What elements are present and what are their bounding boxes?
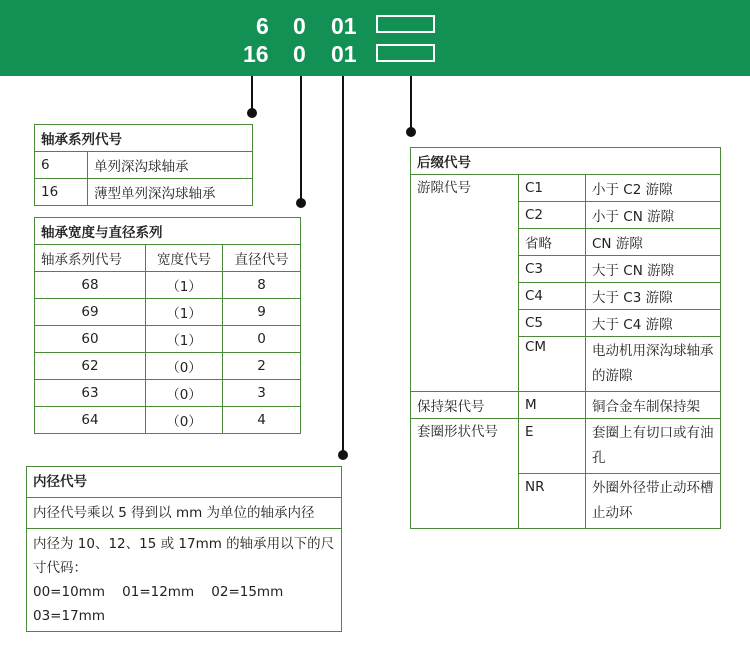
cell: 0 <box>223 326 301 353</box>
series-connector-dot <box>247 108 257 118</box>
table-row <box>35 380 301 407</box>
suffix-desc: 大于 C3 游隙 <box>586 283 721 310</box>
cell: （0） <box>146 380 223 407</box>
suffix-group-cage: 保持架代号 <box>411 392 519 419</box>
bore-box-title: 内径代号 <box>33 474 87 490</box>
cell: 4 <box>223 407 301 434</box>
cell: 9 <box>223 299 301 326</box>
suffix-code: C3 <box>519 256 586 283</box>
suffix-desc: 铜合金车制保持架 <box>586 392 721 419</box>
series-table-title: 轴承系列代号 <box>35 125 253 152</box>
suffix-code: 省略 <box>519 229 586 256</box>
bore-connector-dot <box>338 450 348 460</box>
cell: 3 <box>223 380 301 407</box>
suffix-table-title: 后缀代号 <box>411 148 721 175</box>
suffix-code: C2 <box>519 202 586 229</box>
column-header: 直径代号 <box>223 245 301 272</box>
cell: 63 <box>35 380 146 407</box>
bore-box-rule: 内径代号乘以 5 得到以 mm 为单位的轴承内径 <box>27 497 341 528</box>
suffix-desc: 小于 CN 游隙 <box>586 202 721 229</box>
bore-box-special-intro: 内径为 10、12、15 或 17mm 的轴承用以下的尺寸代码： <box>33 536 335 576</box>
table-header-row <box>35 245 301 272</box>
cell: （1） <box>146 299 223 326</box>
series-code-2: 16 <box>243 41 269 67</box>
column-header: 宽度代号 <box>146 245 223 272</box>
width-table-title: 轴承宽度与直径系列 <box>35 218 301 245</box>
width-connector-dot <box>296 198 306 208</box>
suffix-desc: 大于 CN 游隙 <box>586 256 721 283</box>
series-desc: 薄型单列深沟球轴承 <box>88 179 253 206</box>
bore-code-box <box>26 466 342 632</box>
suffix-connector <box>410 76 412 132</box>
cell: （0） <box>146 407 223 434</box>
suffix-group-clearance: 游隙代号 <box>411 175 519 392</box>
series-desc: 单列深沟球轴承 <box>88 152 253 179</box>
series-table <box>34 124 253 206</box>
cell: （1） <box>146 272 223 299</box>
table-row <box>35 152 253 179</box>
suffix-desc: 外圈外径带止动环槽止动环 <box>586 474 721 529</box>
cell: 62 <box>35 353 146 380</box>
series-connector <box>251 76 253 112</box>
series-code-1: 6 <box>256 13 269 39</box>
bore-code-2: 01 <box>331 41 357 67</box>
bore-box-special <box>27 528 341 631</box>
table-row <box>411 419 721 474</box>
suffix-placeholder-2 <box>376 44 435 62</box>
table-row <box>411 392 721 419</box>
code-banner <box>0 0 750 76</box>
bore-box-codes-1: 00=10mm 01=12mm 02=15mm <box>33 584 284 600</box>
table-row <box>35 353 301 380</box>
bore-connector <box>342 76 344 455</box>
suffix-desc: 小于 C2 游隙 <box>586 175 721 202</box>
cell: 64 <box>35 407 146 434</box>
cell: 8 <box>223 272 301 299</box>
cell: （1） <box>146 326 223 353</box>
cell: 2 <box>223 353 301 380</box>
table-row <box>35 407 301 434</box>
suffix-desc: 电动机用深沟球轴承的游隙 <box>586 337 721 392</box>
suffix-code: C1 <box>519 175 586 202</box>
suffix-code: M <box>519 392 586 419</box>
suffix-group-ring-shape: 套圈形状代号 <box>411 419 519 529</box>
series-code: 6 <box>35 152 88 179</box>
table-row <box>411 175 721 202</box>
suffix-code: C5 <box>519 310 586 337</box>
cell: 60 <box>35 326 146 353</box>
table-row <box>35 299 301 326</box>
suffix-code: C4 <box>519 283 586 310</box>
suffix-placeholder-1 <box>376 15 435 33</box>
series-code: 16 <box>35 179 88 206</box>
width-code-2: 0 <box>293 41 306 67</box>
width-code-1: 0 <box>293 13 306 39</box>
column-header: 轴承系列代号 <box>35 245 146 272</box>
table-row <box>35 326 301 353</box>
cell: 68 <box>35 272 146 299</box>
suffix-desc: CN 游隙 <box>586 229 721 256</box>
suffix-connector-dot <box>406 127 416 137</box>
table-row <box>35 272 301 299</box>
suffix-code: NR <box>519 474 586 529</box>
bore-box-codes-2: 03=17mm <box>33 608 105 624</box>
cell: 69 <box>35 299 146 326</box>
table-row <box>35 179 253 206</box>
width-connector <box>300 76 302 203</box>
suffix-table <box>410 147 721 529</box>
suffix-desc: 大于 C4 游隙 <box>586 310 721 337</box>
cell: （0） <box>146 353 223 380</box>
bore-code-1: 01 <box>331 13 357 39</box>
width-diameter-table <box>34 217 301 434</box>
suffix-code: CM <box>519 337 586 392</box>
suffix-desc: 套圈上有切口或有油孔 <box>586 419 721 474</box>
suffix-code: E <box>519 419 586 474</box>
